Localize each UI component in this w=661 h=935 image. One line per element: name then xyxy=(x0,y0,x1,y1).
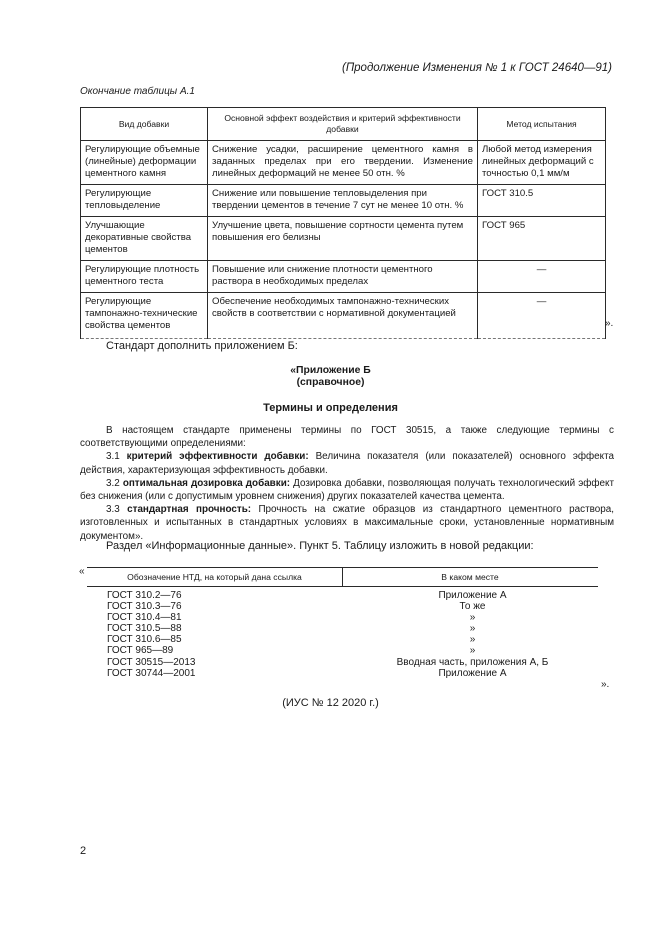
amendment-intro: Стандарт дополнить приложением Б: xyxy=(106,340,298,352)
ref-place: Вводная часть, приложения А, Б xyxy=(396,656,549,668)
ref-place: » xyxy=(469,645,476,657)
cell-method: — xyxy=(478,293,606,339)
ref-row xyxy=(87,612,598,623)
ref-place: » xyxy=(469,634,476,646)
page-header: (Продолжение Изменения № 1 к ГОСТ 24640—91) xyxy=(342,62,612,74)
term-name: стандартная прочность: xyxy=(127,504,252,516)
cell-method: ГОСТ 965 xyxy=(478,217,606,261)
table-row xyxy=(81,185,606,217)
ref-column-header: В каком месте xyxy=(441,572,499,582)
table-row xyxy=(81,141,606,185)
cell-type: Регулирующие тампонажно-технические свойства цементов xyxy=(81,293,208,339)
ref-place: Приложение А xyxy=(438,590,507,601)
cell-type: Регулирующие тепловыделение xyxy=(81,185,208,217)
term-entry: 3.3 стандартная прочность: Прочность на сжатие образцов из стандартного цементного раствора, изготовленных и испытанных в стандартных условиях в максимальные сроки, установленные нормативным документом». xyxy=(80,504,614,542)
ref-row xyxy=(87,657,598,668)
ref-place: То же xyxy=(459,601,486,613)
ref-doc: ГОСТ 310.6—85 xyxy=(107,634,182,646)
additives-table xyxy=(80,107,606,339)
ref-table-closing-quote: ». xyxy=(601,679,610,690)
ref-table-body xyxy=(87,590,598,679)
cell-effect: Снижение или повышение тепловыделения при твердении цементов в течение 7 сут не менее 10 отн. % xyxy=(208,185,478,217)
table-header-row xyxy=(81,108,606,141)
appendix-title: «Приложение Б xyxy=(290,365,371,376)
section-note: Раздел «Информационные данные». Пункт 5. Таблицу изложить в новой редакции: xyxy=(106,540,534,552)
ref-doc: ГОСТ 30744—2001 xyxy=(107,667,196,679)
term-definition: Дозировка добавки, позволяющая получать технологический эффект без снижения (или с допустимым уровнем снижения) других показателей качества цемента. xyxy=(80,477,614,503)
cell-effect: Повышение или снижение плотности цементного раствора в необходимых пределах xyxy=(208,261,478,293)
ref-doc: ГОСТ 30515—2013 xyxy=(107,656,196,668)
appendix-subtitle: (справочное) xyxy=(296,377,365,388)
term-name: оптимальная дозировка добавки: xyxy=(122,477,291,489)
cell-effect: Снижение усадки, расширение цементного камня в заданных пределах при его твердении. Изменение линейных деформаций не менее 50 отн. % xyxy=(208,141,478,185)
cell-method: ГОСТ 310.5 xyxy=(478,185,606,217)
ref-doc: ГОСТ 310.5—88 xyxy=(107,623,182,635)
ref-doc: ГОСТ 965—89 xyxy=(107,645,174,657)
term-name: критерий эффективности добавки: xyxy=(126,451,309,463)
column-header: Вид добавки xyxy=(81,108,208,141)
cell-type: Регулирующие плотность цементного теста xyxy=(81,261,208,293)
cell-type: Улучшающие декоративные свойства цементов xyxy=(81,217,208,261)
ref-column-header: Обозначение НТД, на который дана ссылка xyxy=(127,572,302,582)
column-header: Основной эффект воздействия и критерий эффективности добавки xyxy=(208,108,478,141)
table-row xyxy=(81,261,606,293)
table-closing-quote: ». xyxy=(605,318,614,329)
ref-place: Приложение А xyxy=(438,667,507,679)
ref-doc: ГОСТ 310.4—81 xyxy=(107,612,182,624)
term-entry: 3.2 оптимальная дозировка добавки: Дозировка добавки, позволяющая получать технологический эффект без снижения (или с допустимым уровнем снижения) других показателей качества цемента. xyxy=(80,477,614,503)
term-definition: Прочность на сжатие образцов из стандартного цементного раствора, изготовленных и испытанных в стандартных условиях в максимальные сроки, установленные нормативным документом». xyxy=(80,504,614,542)
table-row xyxy=(81,293,606,339)
page-number: 2 xyxy=(80,845,87,857)
terms-body xyxy=(80,424,614,543)
ref-row xyxy=(87,601,598,612)
table-row xyxy=(81,217,606,261)
cell-method: — xyxy=(478,261,606,293)
term-definition: Величина показателя (или показателей) основного эффекта действия, характеризующая эффективность добавки. xyxy=(80,451,614,476)
ref-row xyxy=(87,590,598,601)
ref-row xyxy=(87,645,598,656)
ref-row xyxy=(87,623,598,634)
ref-table-open-quote: « xyxy=(79,566,85,577)
cell-method: Любой метод измерения линейных деформаций с точностью 0,1 мм/м xyxy=(478,141,606,185)
source-note: (ИУС № 12 2020 г.) xyxy=(282,697,379,709)
terms-heading: Термины и определения xyxy=(263,402,398,414)
cell-type: Регулирующие объемные (линейные) деформации цементного камня xyxy=(81,141,208,185)
ref-place: » xyxy=(469,623,476,635)
cell-effect: Улучшение цвета, повышение сортности цемента путем повышения его белизны xyxy=(208,217,478,261)
ref-doc: ГОСТ 310.3—76 xyxy=(107,601,182,613)
ref-row xyxy=(87,634,598,645)
cell-effect: Обеспечение необходимых тампонажно-технических свойств в соответствии с нормативной документацией xyxy=(208,293,478,339)
column-header: Метод испытания xyxy=(478,108,606,141)
ref-doc: ГОСТ 310.2—76 xyxy=(107,590,182,601)
ref-table-header-rule xyxy=(87,586,598,587)
ref-row xyxy=(87,668,598,679)
ref-place: » xyxy=(469,612,476,624)
table-caption: Окончание таблицы А.1 xyxy=(80,86,195,97)
terms-lead: В настоящем стандарте применены термины по ГОСТ 30515, а также следующие термины с соответствующими определениями: xyxy=(80,425,614,450)
term-entry: 3.1 критерий эффективности добавки: Величина показателя (или показателей) основного эффекта действия, характеризующая эффективность добавки. xyxy=(80,451,614,476)
